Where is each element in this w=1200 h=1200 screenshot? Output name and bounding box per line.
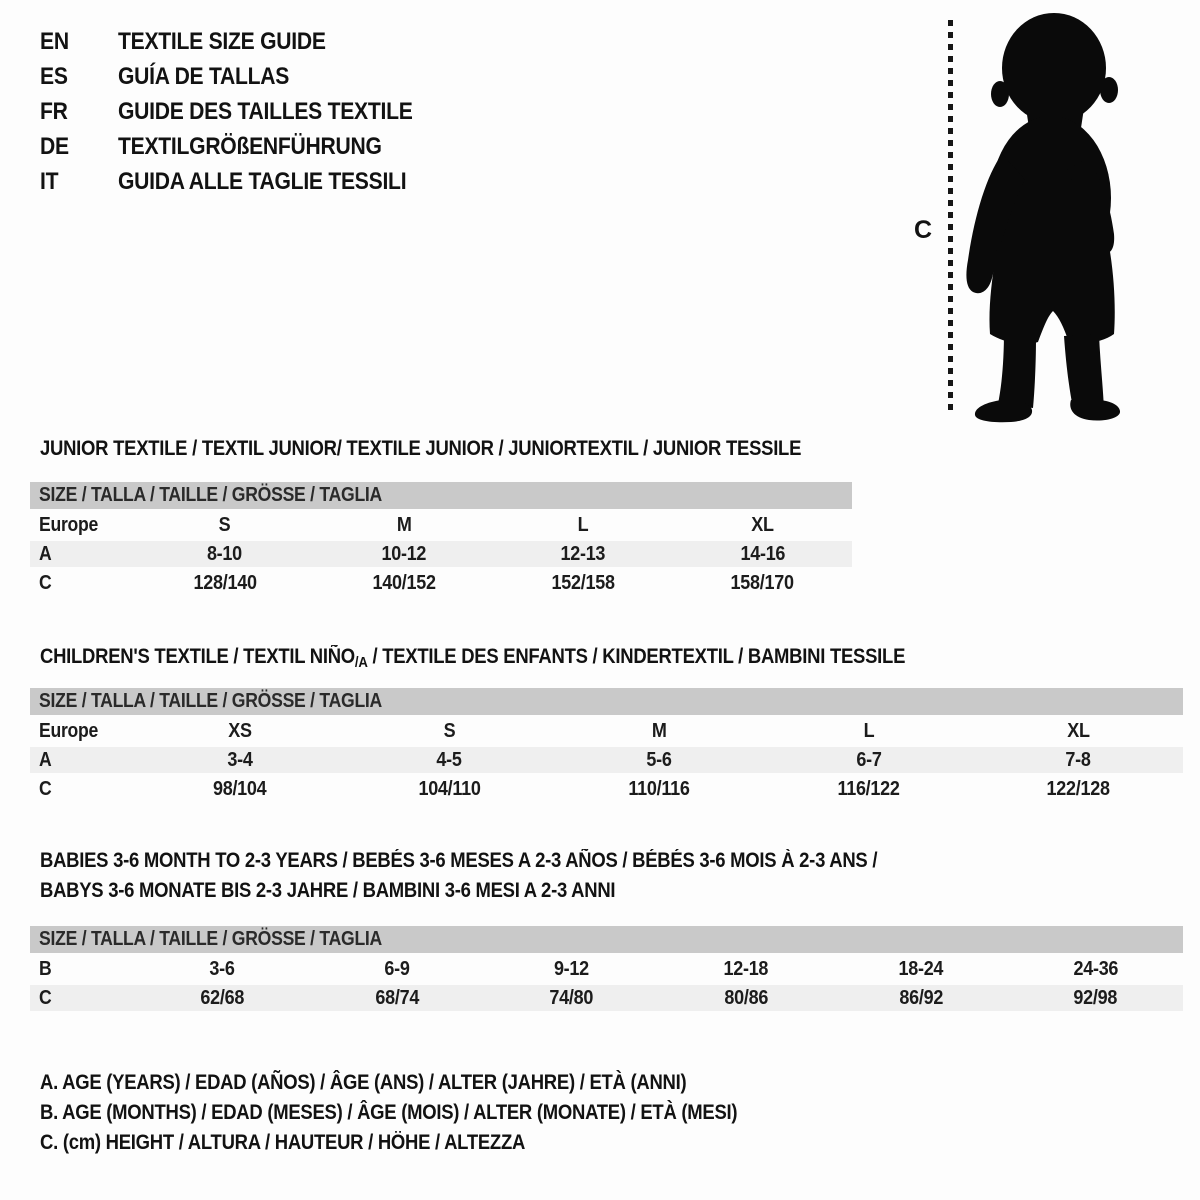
row-label: A [30,747,135,773]
guide-title-it: GUIDA ALLE TAGLIE TESSILI [118,168,407,195]
cell: 6-7 [764,747,974,773]
cell: 12-18 [723,957,769,980]
table-row-europe [30,512,852,538]
legend-line-b: B. AGE (MONTHS) / EDAD (MESES) / ÂGE (MOIS) / ALTER (MONATE) / ETÀ (MESI) [40,1101,738,1124]
row-label: Europe [39,719,99,742]
cell: L [863,719,874,742]
row-label: A [30,541,135,567]
language-row-fr [40,100,453,124]
language-code: DE [40,133,69,160]
guide-title-de: TEXTILGRÖßENFÜHRUNG [118,133,382,160]
cell: 140/152 [372,571,436,594]
babies-title-line1: BABIES 3-6 MONTH TO 2-3 YEARS / BEBÉS 3-6 MESES A 2-3 AÑOS / BÉBÉS 3-6 MOIS À 2-3 ANS / [40,849,878,872]
cell: 158/170 [730,571,794,594]
cell: 7-8 [973,747,1183,773]
size-header-cell: SIZE / TALLA / TAILLE / GRÖSSE / TAGLIA [30,926,1183,953]
children-size-table [30,685,1183,805]
row-label: Europe [39,513,99,536]
table-row-europe [30,718,1183,744]
cell: 10-12 [314,541,493,567]
language-code: FR [40,98,68,125]
toddler-silhouette-icon [962,8,1144,428]
babies-section-title [40,846,1200,906]
guide-title-es: GUÍA DE TALLAS [118,63,290,90]
language-row-es [40,65,453,89]
table-header-row [30,926,1183,953]
cell: 3-4 [135,747,345,773]
language-code: ES [40,63,68,90]
cell: 152/158 [551,571,615,594]
cell: 110/116 [628,777,690,800]
table-row-months [30,956,1183,982]
table-row-height [30,985,1183,1011]
cell: 3-6 [209,957,235,980]
language-row-de [40,135,453,159]
cell: 6-9 [384,957,410,980]
size-header-cell: SIZE / TALLA / TAILLE / GRÖSSE / TAGLIA [30,482,852,509]
cell: M [396,513,412,536]
cell: 104/110 [418,777,481,800]
cell: 74/80 [484,985,659,1011]
language-row-it [40,170,453,194]
measure-legend [40,1068,832,1158]
cell: 5-6 [554,747,764,773]
row-label: B [39,957,52,980]
cell: 68/74 [310,985,485,1011]
nino-a-subscript: /A [354,654,368,671]
guide-title-en: TEXTILE SIZE GUIDE [118,28,326,55]
cell: 128/140 [193,571,257,594]
legend-line-a: A. AGE (YEARS) / EDAD (AÑOS) / ÂGE (ANS) / ALTER (JAHRE) / ETÀ (ANNI) [40,1071,687,1094]
table-row-age [30,747,1183,773]
cell: XL [751,513,774,536]
cell: S [443,719,456,742]
cell: 116/122 [837,777,900,800]
cell: 24-36 [1073,957,1118,980]
size-header-cell: SIZE / TALLA / TAILLE / GRÖSSE / TAGLIA [30,688,1183,715]
cell: M [651,719,667,742]
height-measure-label: C [914,216,933,244]
cell: 9-12 [554,957,590,980]
cell: S [218,513,231,536]
language-title-list [40,30,453,205]
babies-title-line2: BABYS 3-6 MONATE BIS 2-3 JAHRE / BAMBINI 3-6 MESI A 2-3 ANNI [40,879,616,902]
language-code: EN [40,28,69,55]
cell: 98/104 [213,777,267,800]
babies-size-table [30,923,1183,1014]
row-label: C [39,777,52,800]
junior-section-title: JUNIOR TEXTILE / TEXTIL JUNIOR/ TEXTILE JUNIOR / JUNIORTEXTIL / JUNIOR TESSILE [40,437,802,460]
cell: 86/92 [834,985,1009,1011]
cell: 12-13 [494,541,673,567]
cell: 92/98 [1008,985,1183,1011]
height-measure-line [948,20,953,416]
cell: 8-10 [135,541,314,567]
language-row-en [40,30,453,54]
language-code: IT [40,168,59,195]
row-label: C [30,985,135,1011]
table-row-height [30,776,1183,802]
cell: 62/68 [135,985,310,1011]
guide-title-fr: GUIDE DES TAILLES TEXTILE [118,98,413,125]
children-section-title: CHILDREN'S TEXTILE / TEXTIL NIÑO/A / TEXTILE DES ENFANTS / KINDERTEXTIL / BAMBINI TESSILE [40,645,906,671]
junior-size-table [30,479,852,599]
cell: L [577,513,589,536]
cell: 122/128 [1046,777,1110,800]
cell: XS [228,719,252,742]
cell: 18-24 [898,957,944,980]
table-header-row [30,482,852,509]
cell: 14-16 [673,541,852,567]
cell: 80/86 [659,985,834,1011]
table-row-height [30,570,852,596]
table-row-age [30,541,852,567]
table-header-row [30,688,1183,715]
row-label: C [39,571,52,594]
cell: 4-5 [345,747,555,773]
legend-line-c: C. (cm) HEIGHT / ALTURA / HAUTEUR / HÖHE / ALTEZZA [40,1131,526,1154]
cell: XL [1066,719,1090,742]
